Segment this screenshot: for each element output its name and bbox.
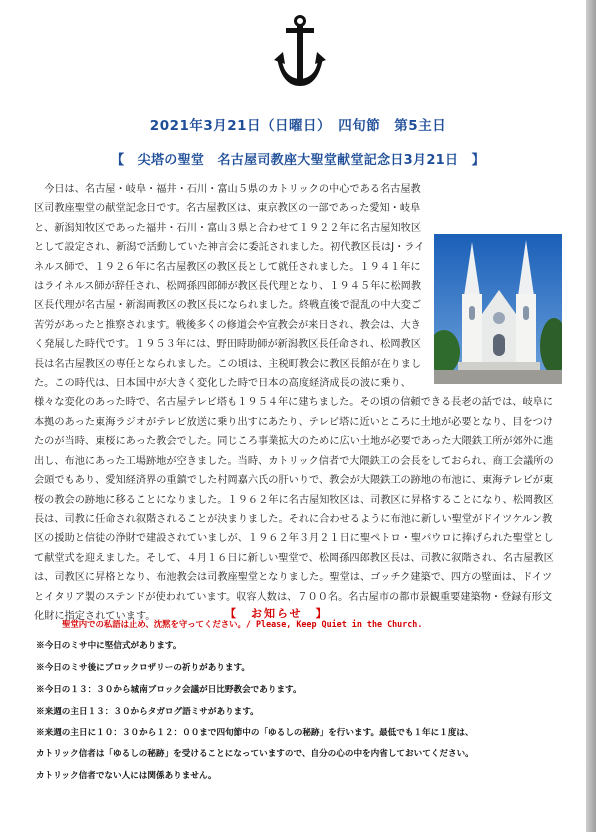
article-paragraph: 今日は、名古屋・岐阜・福井・石川・富山５県のカトリックの中心である名古屋教区司教座聖堂の献堂記念日です。名古屋教区は、東京教区の一部であった愛知・岐阜と、新潟知牧区であった福井・石川・富山３県と合わせて１９２２年に名古屋知牧区として設定され、新潟で活動していた神言会に委託されました。初代教区長はJ・ライネルス師で、１９２６年に名古屋教区の教区長として就任されました。１９４１年にはライネルス師が辞任され、松岡孫四郎師が教区長代理となり、１９４５年に松岡教区長代理が名古屋・新潟両教区の教区長になられました。終戦直後で混乱の中大変ご苦労があったと推察されます。戦後多くの修道会や宣教会が来日され、教会は、大きく発展した時代です。１９５３年には、野田時助師が新潟教区長任命され、松岡教区長は名古屋教区の専任となられました。この頃は、主税町教会に教区長館が在りました。この時代は、日本国中が大きく変化した時で日本の高度経済成長の波に乗り、様々な変化のあった時で、名古屋テレビ塔も１９５４年に建ちました。その頃の信頼できる長老の話では、岐阜に本拠のあった東海ラジオがテレビ放送に乗り出すにあたり、テレビ塔に近いところに土地が必要となり、目をつけたのが当時、東桜にあった教会でした。同じころ事業拡大のために広い土地が必要であった大隈鉄工所が郊外に進出し、布池にあった工場跡地が空きました。当時、カトリック信者で大隈鉄工の会長をしておられ、商工会議所の会頭でもあり、愛知経済界の重鎮でした村岡嘉六氏の肝いりで、教会が大隈鉄工の跡地の布池に、東海テレビが東桜の教会の跡地に移ることになりました。１９６２年に名古屋知牧区は、司教区に昇格することになり、松岡教区長は、司教に任命され叙階されることが決まりました。それに合わせるように布池に新しい聖堂がドイツケルン教区の援助と信徒の浄財で建設されていましが、１９６２年３月２１日に聖ペトロ・聖パウロに捧げられた聖堂として献堂式を迎えました。そして、４月１６日に新しい聖堂で、松岡孫四郎教区長は、司教に叙階され、名古屋教区は、司教区に昇格となり、布池教会は司教座聖堂となりました。聖堂は、ゴッチク建築で、四方の壁面は、ドイツとイタリア製のステンドが使われています。収容人数は、７００名。名古屋市の都市景観重要建築物・登録有形文化財に指定されています。 xyxy=(34,184,554,622)
quiet-request: 聖堂内での私語は止め、沈黙を守ってください。/ Please, Keep Quiet in the Church. xyxy=(62,619,423,629)
list-item: ※来週の主日に１０：３０から１２：００まで四旬節中の「ゆるしの秘跡」を行います。最低でも１年に１度は、 xyxy=(36,728,474,738)
list-item: ※今日のミサ中に堅信式があります。 xyxy=(36,641,182,651)
list-item: ※今日の１３：３０から城南ブロック会議が日比野教会であります。 xyxy=(36,685,302,695)
anchor-icon xyxy=(274,14,326,90)
list-item: カトリック信者は「ゆるしの秘跡」を受けることになっていますので、自分の心の中を内省しておいてください。 xyxy=(36,749,474,759)
article-body xyxy=(34,180,562,626)
list-item: ※来週の主日１３：３０からタガログ語ミサがあります。 xyxy=(36,707,259,717)
notice-list xyxy=(36,635,566,787)
cathedral-photo xyxy=(434,234,562,384)
list-item: ※今日のミサ後にブロックロザリーの祈りがあります。 xyxy=(36,663,250,673)
article-title: 【 尖塔の聖堂 名古屋司教座大聖堂献堂記念日3月21日 】 xyxy=(111,153,485,168)
list-item: カトリック信者でない人には関係ありません。 xyxy=(36,771,217,781)
date-heading: 2021年3月21日（日曜日） 四旬節 第5主日 xyxy=(149,118,447,134)
notice-heading: 【 お知らせ 】 xyxy=(225,607,329,620)
